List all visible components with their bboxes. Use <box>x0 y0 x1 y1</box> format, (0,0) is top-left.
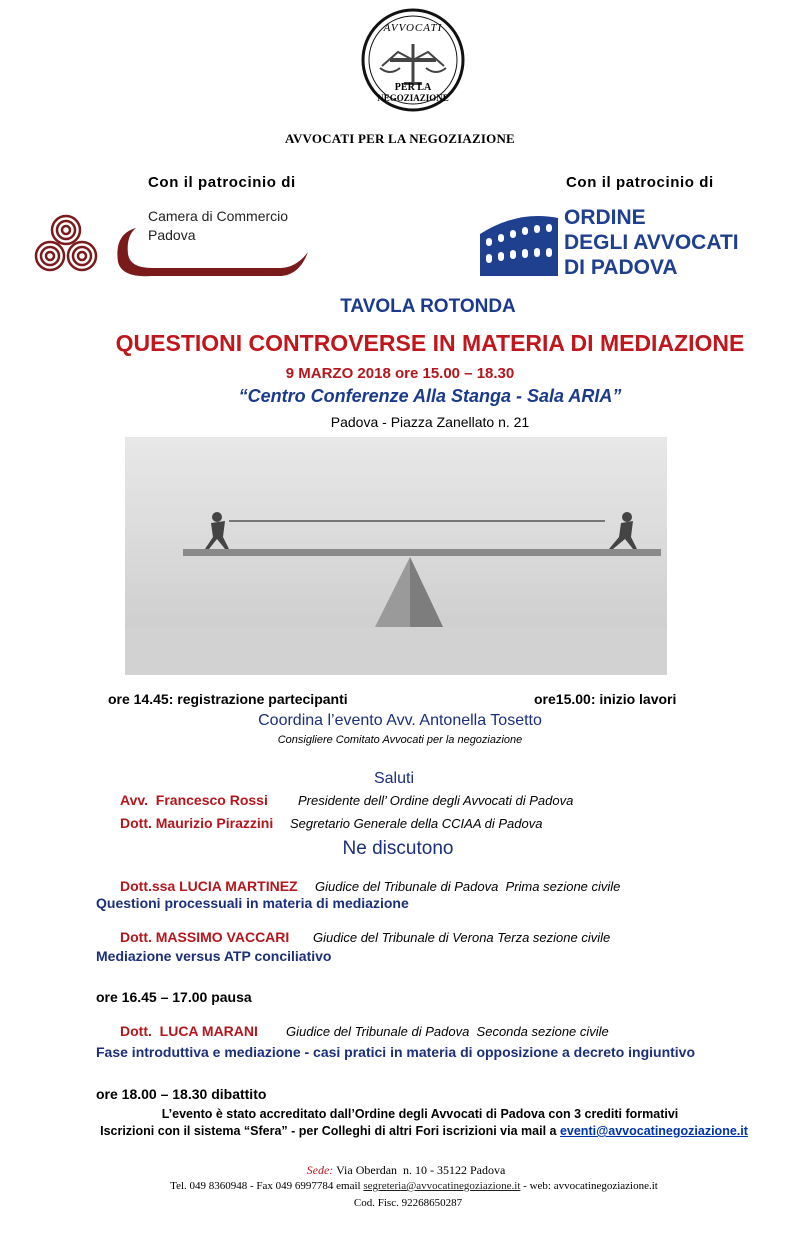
greeting-name-2: Dott. Maurizio Pirazzini <box>120 815 274 831</box>
speaker-name-2: Dott. MASSIMO VACCARI <box>120 929 290 945</box>
registration-time: ore 14.45: registrazione partecipanti <box>108 691 348 707</box>
logo-bottom-text-1: PER LA <box>394 82 432 93</box>
patronage-right-label: Con il patrocinio di <box>566 174 714 191</box>
speaker-topic-1: Questioni processuali in materia di mediazione <box>96 895 409 911</box>
start-time: ore15.00: inizio lavori <box>534 691 677 707</box>
contacts-prefix: Tel. 049 8360948 - Fax 049 6997784 email <box>170 1180 364 1192</box>
ccia-name-line1: Camera di Commercio <box>148 208 289 224</box>
greeting-role-2: Segretario Generale della CCIAA di Padova <box>290 816 543 831</box>
event-title: QUESTIONI CONTROVERSE IN MATERIA DI MEDIAZIONE <box>115 330 745 356</box>
contacts-web: - web: avvocatinegoziazione.it <box>520 1180 658 1192</box>
sede-line <box>6 1163 800 1178</box>
registration-email-link[interactable]: eventi@avvocatinegoziazione.it <box>559 1124 748 1138</box>
ordine-name-line1: ORDINE <box>564 206 646 229</box>
debate-time: ore 18.00 – 18.30 dibattito <box>96 1086 267 1102</box>
sede-address: Via Oberdan n. 10 - 35122 Padova <box>333 1163 506 1177</box>
coordinator: Coordina l’evento Avv. Antonella Tosetto <box>258 712 542 729</box>
speaker-topic-2: Mediazione versus ATP conciliativo <box>96 948 332 964</box>
event-venue: “Centro Conferenze Alla Stanga - Sala ARIA” <box>238 386 622 406</box>
greeting-role-1: Presidente dell’ Ordine degli Avvocati di Padova <box>298 793 574 808</box>
greeting-name-1: Avv. Francesco Rossi <box>120 792 268 808</box>
ccia-swoosh-icon <box>112 224 312 282</box>
seesaw-illustration <box>125 437 667 675</box>
sede-label: Sede: <box>306 1163 334 1177</box>
speaker-topic-3: Fase introduttiva e mediazione - casi pratici in materia di opposizione a decreto ingiuntivo <box>96 1044 696 1060</box>
speaker-name-3: Dott. LUCA MARANI <box>120 1023 258 1039</box>
contacts-email-link[interactable]: segreteria@avvocatinegoziazione.it <box>363 1180 521 1192</box>
speaker-role-2: Giudice del Tribunale di Verona Terza sezione civile <box>313 930 611 945</box>
greetings-title: Saluti <box>373 770 415 787</box>
ordine-name-line3: DI PADOVA <box>564 256 678 279</box>
contacts-line <box>14 1180 800 1192</box>
discuss-title: Ne discutono <box>342 838 454 859</box>
logo-top-text: AVVOCATI <box>383 22 443 34</box>
speaker-name-1: Dott.ssa LUCIA MARTINEZ <box>120 878 298 894</box>
pause-time: ore 16.45 – 17.00 pausa <box>96 989 252 1005</box>
registration-text: Iscrizioni con il sistema “Sfera” - per Colleghi di altri Fori iscrizioni via mail a <box>100 1124 560 1138</box>
fiscal-code: Cod. Fisc. 92268650287 <box>353 1197 463 1209</box>
event-address: Padova - Piazza Zanellato n. 21 <box>330 414 530 430</box>
coordinator-role: Consigliere Comitato Avvocati per la negoziazione <box>277 734 523 746</box>
speaker-role-1: Giudice del Tribunale di Padova Prima sezione civile <box>315 879 621 894</box>
org-name: AVVOCATI PER LA NEGOZIAZIONE <box>285 131 515 146</box>
event-date: 9 MARZO 2018 ore 15.00 – 18.30 <box>285 365 515 382</box>
ordine-colosseum-icon <box>478 210 560 276</box>
speaker-role-3: Giudice del Tribunale di Padova Seconda sezione civile <box>286 1024 609 1039</box>
accreditation-note: L’evento è stato accreditato dall’Ordine degli Avvocati di Padova con 3 crediti formativi <box>161 1107 679 1121</box>
logo-bottom-text-2: NEGOZIAZIONE <box>377 93 449 103</box>
ccia-name-line2: Padova <box>148 227 196 243</box>
event-type: TAVOLA ROTONDA <box>340 296 516 317</box>
registration-note <box>24 1124 800 1138</box>
patronage-left-label: Con il patrocinio di <box>148 174 296 191</box>
ordine-name-line2: DEGLI AVVOCATI <box>564 231 739 254</box>
ccia-emblem-icon <box>32 208 100 280</box>
